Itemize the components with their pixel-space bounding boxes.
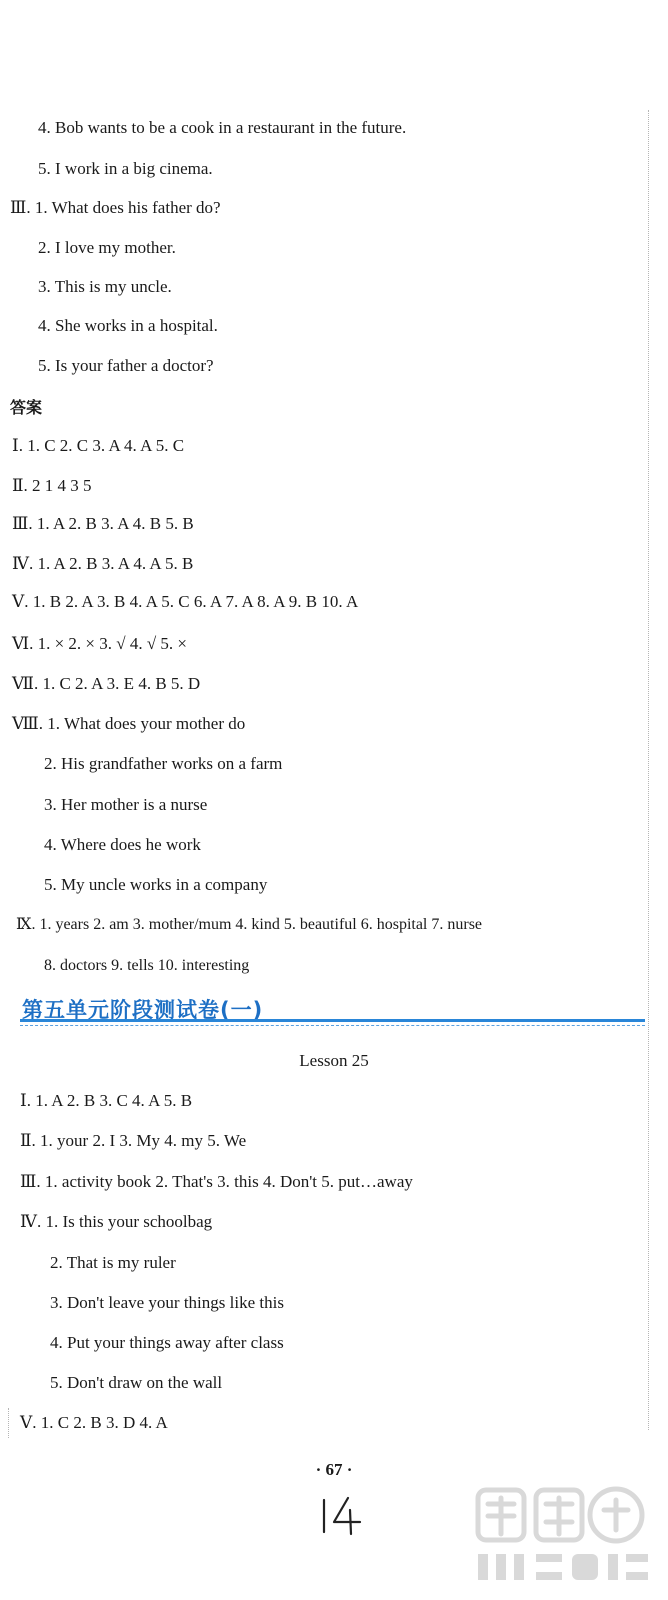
- watermark-logo: [466, 1480, 656, 1595]
- answer-row: Ⅱ. 1. your 2. I 3. My 4. my 5. We: [20, 1131, 247, 1150]
- answer-row: Ⅳ. 1. Is this your schoolbag: [20, 1212, 213, 1231]
- section-rule-dashed: [20, 1025, 645, 1026]
- answer-row: 4. Put your things away after class: [50, 1333, 284, 1352]
- answer-row: 3. Her mother is a nurse: [44, 795, 208, 814]
- page-number: · 67 ·: [315, 1460, 353, 1479]
- text-line: 2. I love my mother.: [38, 238, 176, 257]
- section-rule: [20, 1019, 645, 1022]
- answer-row: Ⅲ. 1. activity book 2. That's 3. this 4. Don't 5. put…away: [20, 1172, 413, 1191]
- answer-row: 2. His grandfather works on a farm: [44, 754, 283, 773]
- answer-row: Ⅳ. 1. A 2. B 3. A 4. A 5. B: [12, 554, 194, 573]
- answer-row: 5. My uncle works in a company: [44, 875, 268, 894]
- answer-row: 5. Don't draw on the wall: [50, 1373, 223, 1392]
- text-line: 5. Is your father a doctor?: [38, 356, 214, 375]
- answer-row: Ⅶ. 1. C 2. A 3. E 4. B 5. D: [12, 674, 201, 693]
- answer-row: 3. Don't leave your things like this: [50, 1293, 284, 1312]
- text-line: 3. This is my uncle.: [38, 277, 172, 296]
- answer-row: Ⅸ. 1. years 2. am 3. mother/mum 4. kind 5. beautiful 6. hospital 7. nurse: [16, 916, 483, 933]
- section-title: 第五单元阶段测试卷(一): [22, 998, 264, 1022]
- answer-row: Ⅰ. 1. A 2. B 3. C 4. A 5. B: [20, 1091, 193, 1110]
- dotted-margin-left: [8, 1408, 9, 1438]
- answer-row: Ⅵ. 1. × 2. × 3. √ 4. √ 5. ×: [12, 634, 188, 653]
- answer-row: 4. Where does he work: [44, 835, 201, 854]
- answers-heading: 答案: [10, 398, 43, 417]
- answer-row: Ⅱ. 2 1 4 3 5: [12, 476, 92, 495]
- answer-row: Ⅲ. 1. A 2. B 3. A 4. B 5. B: [12, 514, 194, 533]
- text-line: 4. Bob wants to be a cook in a restaurant in the future.: [38, 118, 407, 137]
- text-line: Ⅲ. 1. What does his father do?: [10, 198, 221, 217]
- answer-row: 2. That is my ruler: [50, 1253, 176, 1272]
- text-line: 5. I work in a big cinema.: [38, 159, 213, 178]
- answer-row: 8. doctors 9. tells 10. interesting: [44, 957, 250, 974]
- handwritten-number: [318, 1494, 364, 1541]
- text-line: 4. She works in a hospital.: [38, 316, 218, 335]
- dotted-margin-right: [648, 110, 649, 1430]
- answer-row: Ⅰ. 1. C 2. C 3. A 4. A 5. C: [12, 436, 185, 455]
- answer-row: Ⅴ. 1. C 2. B 3. D 4. A: [20, 1413, 168, 1432]
- lesson-heading: Lesson 25: [299, 1051, 369, 1070]
- answer-row: Ⅴ. 1. B 2. A 3. B 4. A 5. C 6. A 7. A 8. A 9. B 10. A: [12, 592, 359, 611]
- answer-row: Ⅷ. 1. What does your mother do: [12, 714, 246, 733]
